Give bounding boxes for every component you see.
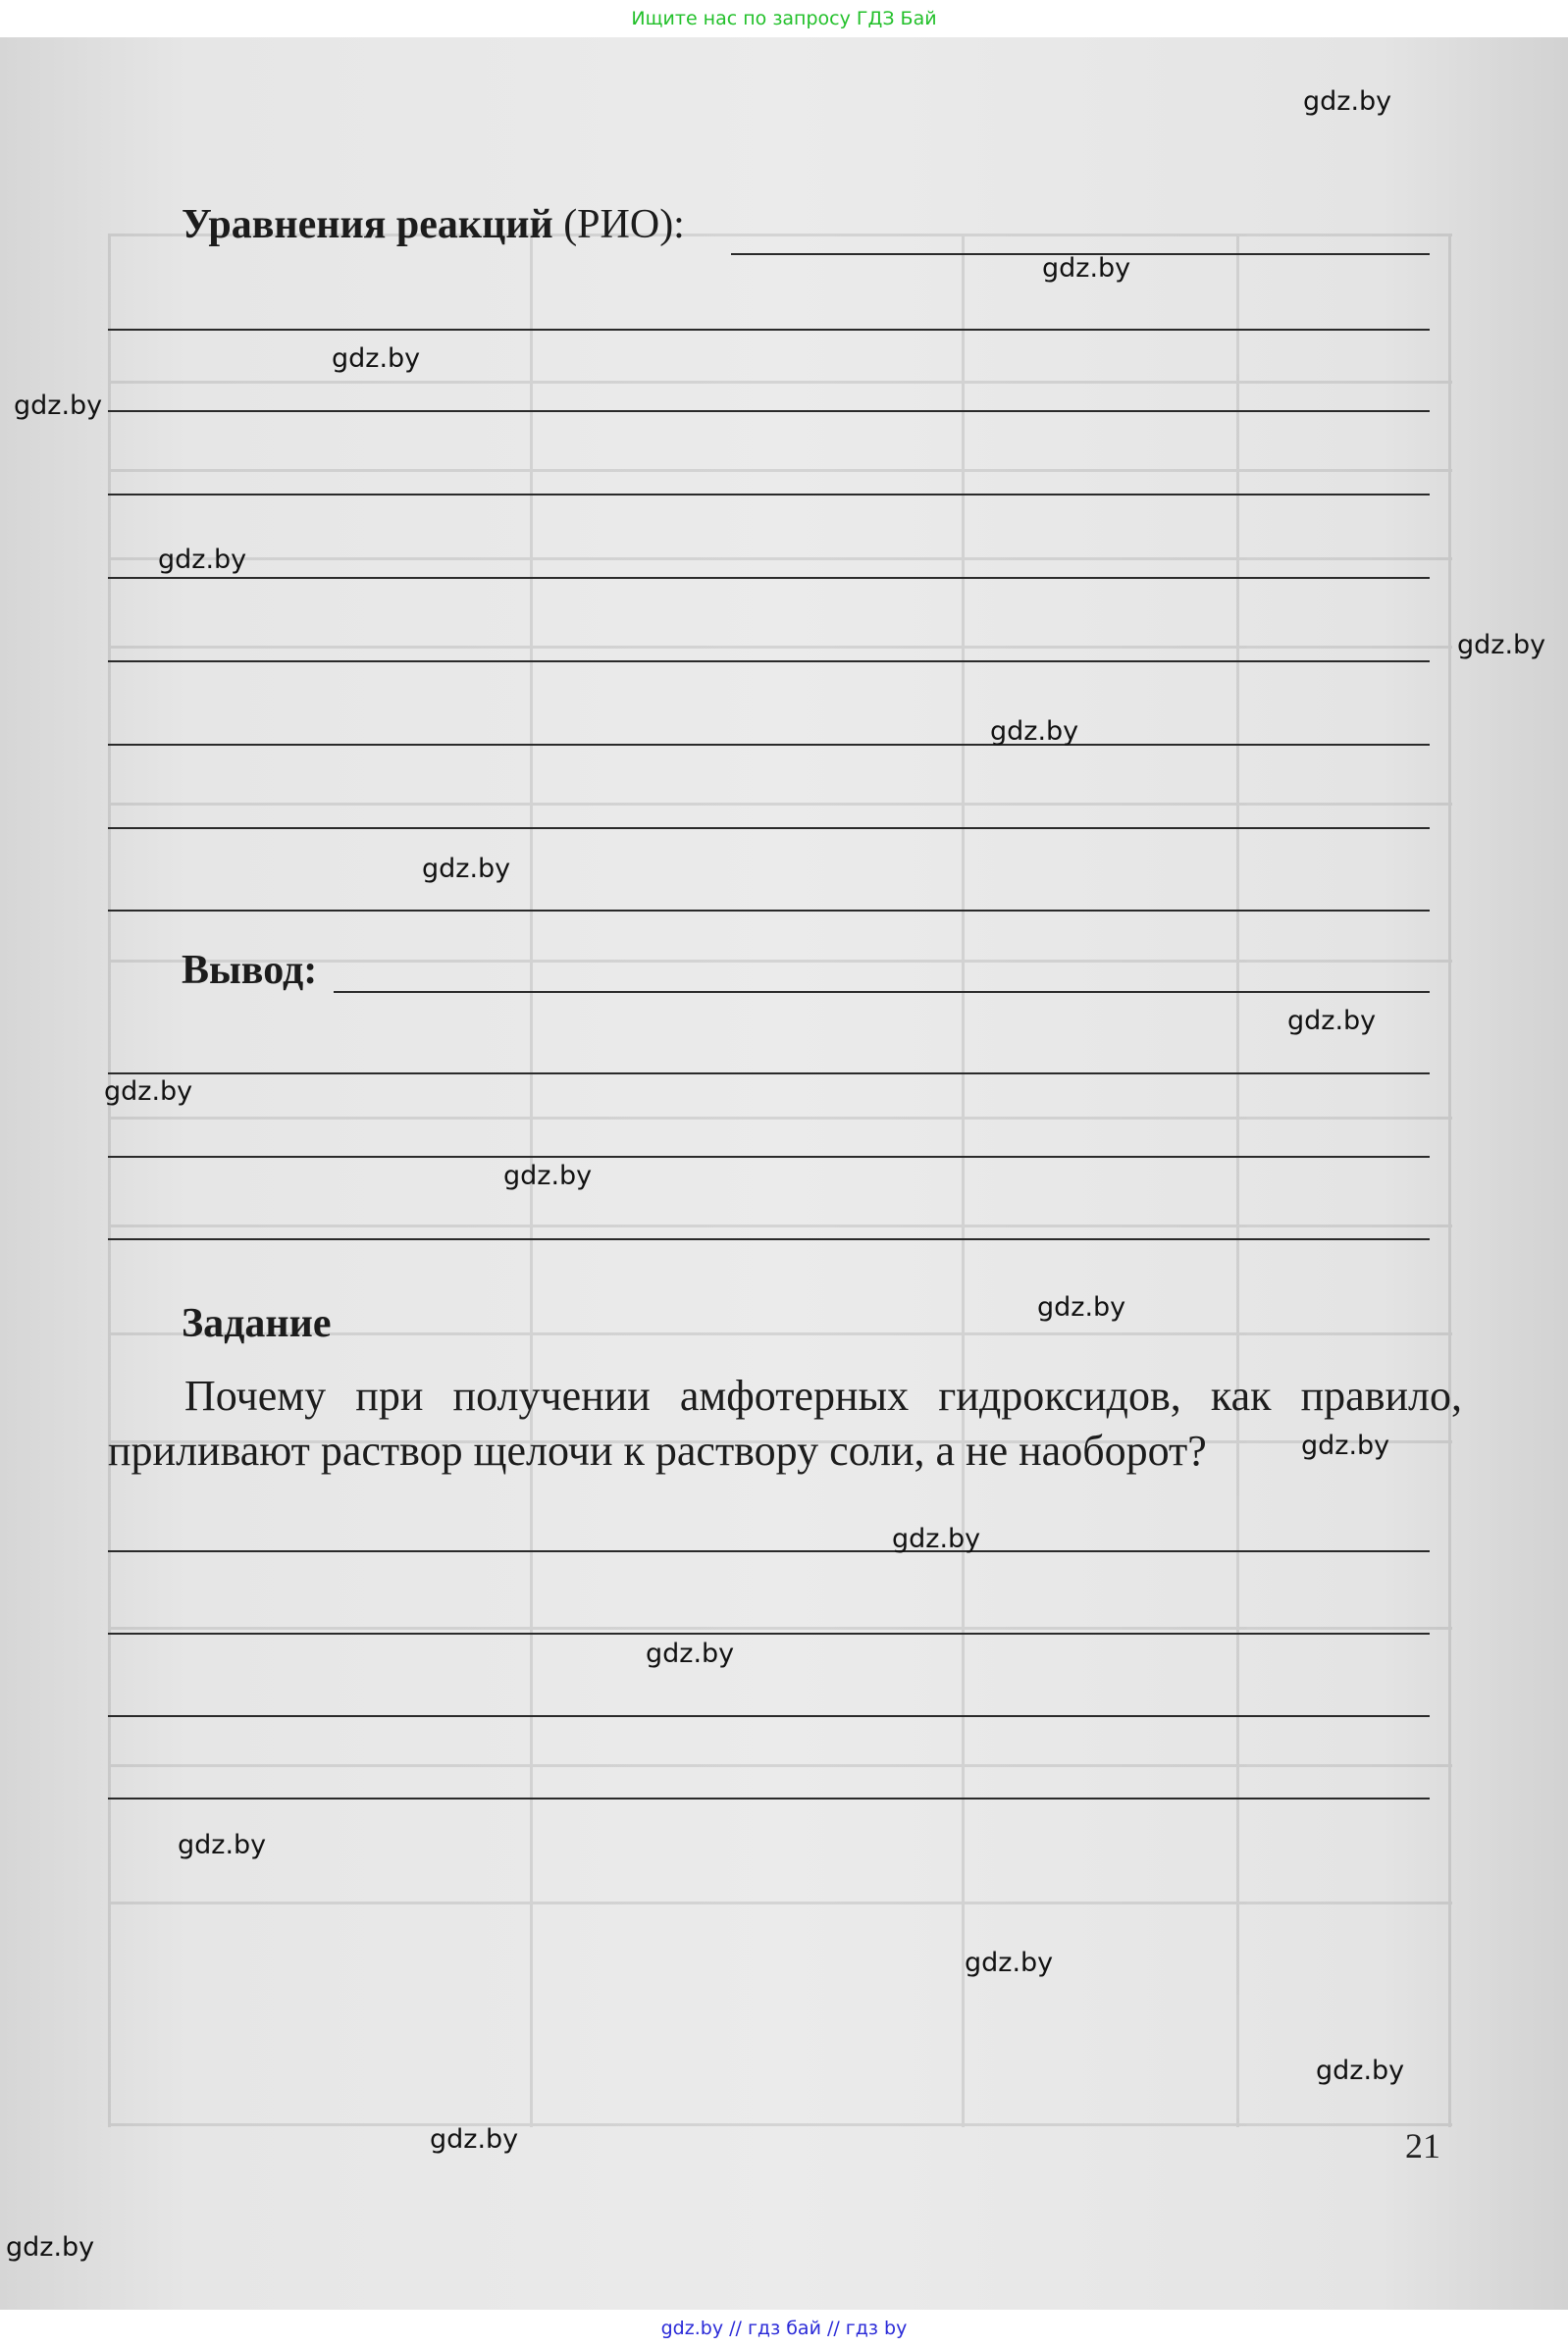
watermark: gdz.by [1042, 253, 1131, 284]
task-heading: Задание [182, 1301, 332, 1346]
answer-line[interactable] [108, 494, 1430, 495]
watermark: gdz.by [503, 1161, 593, 1191]
page-number: 21 [1405, 2126, 1440, 2165]
watermark: gdz.by [158, 545, 247, 575]
answer-line[interactable] [108, 744, 1430, 746]
equations-heading [182, 201, 685, 248]
answer-line[interactable] [108, 827, 1430, 829]
equations-heading-bold: Уравнения реакций [182, 202, 553, 247]
answer-line[interactable] [108, 660, 1430, 662]
answer-line[interactable] [108, 410, 1430, 412]
watermark: gdz.by [1287, 1006, 1377, 1036]
answer-line[interactable] [108, 1072, 1430, 1074]
answer-line[interactable] [108, 1238, 1430, 1240]
watermark: gdz.by [430, 2124, 519, 2155]
equations-heading-suffix: (РИО): [552, 202, 685, 247]
watermark: gdz.by [965, 1948, 1054, 1978]
bleed-through-table [108, 234, 1452, 2127]
watermark: gdz.by [990, 716, 1079, 747]
conclusion-heading: Вывод: [182, 948, 318, 993]
answer-line[interactable] [108, 1633, 1430, 1635]
watermark: gdz.by [1301, 1431, 1390, 1461]
answer-line[interactable] [108, 1715, 1430, 1717]
watermark: gdz.by [1037, 1292, 1126, 1323]
answer-line[interactable] [108, 329, 1430, 331]
watermark: gdz.by [6, 2232, 95, 2263]
answer-line[interactable] [108, 577, 1430, 579]
watermark: gdz.by [892, 1524, 981, 1554]
watermark: gdz.by [1457, 630, 1546, 660]
watermark: gdz.by [332, 343, 421, 374]
watermark: gdz.by [178, 1830, 267, 1860]
scanned-page [0, 37, 1568, 2310]
watermark: gdz.by [646, 1639, 735, 1669]
top-banner[interactable]: Ищите нас по запросу ГДЗ Бай [0, 0, 1568, 37]
answer-line[interactable] [108, 910, 1430, 912]
answer-line[interactable] [334, 991, 1430, 993]
watermark: gdz.by [104, 1076, 193, 1107]
watermark: gdz.by [1316, 2056, 1405, 2086]
bottom-banner[interactable]: gdz.by // гдз бай // гдз by [0, 2310, 1568, 2347]
watermark: gdz.by [1303, 86, 1392, 117]
watermark: gdz.by [14, 391, 103, 421]
task-text: Почему при получении амфотерных гидроксидов, как правило, приливают раствор щелочи к раствору соли, а не наоборот? [108, 1372, 1462, 1475]
answer-line[interactable] [108, 1550, 1430, 1552]
answer-line[interactable] [108, 1156, 1430, 1158]
answer-line[interactable] [108, 1798, 1430, 1799]
watermark: gdz.by [422, 854, 511, 884]
